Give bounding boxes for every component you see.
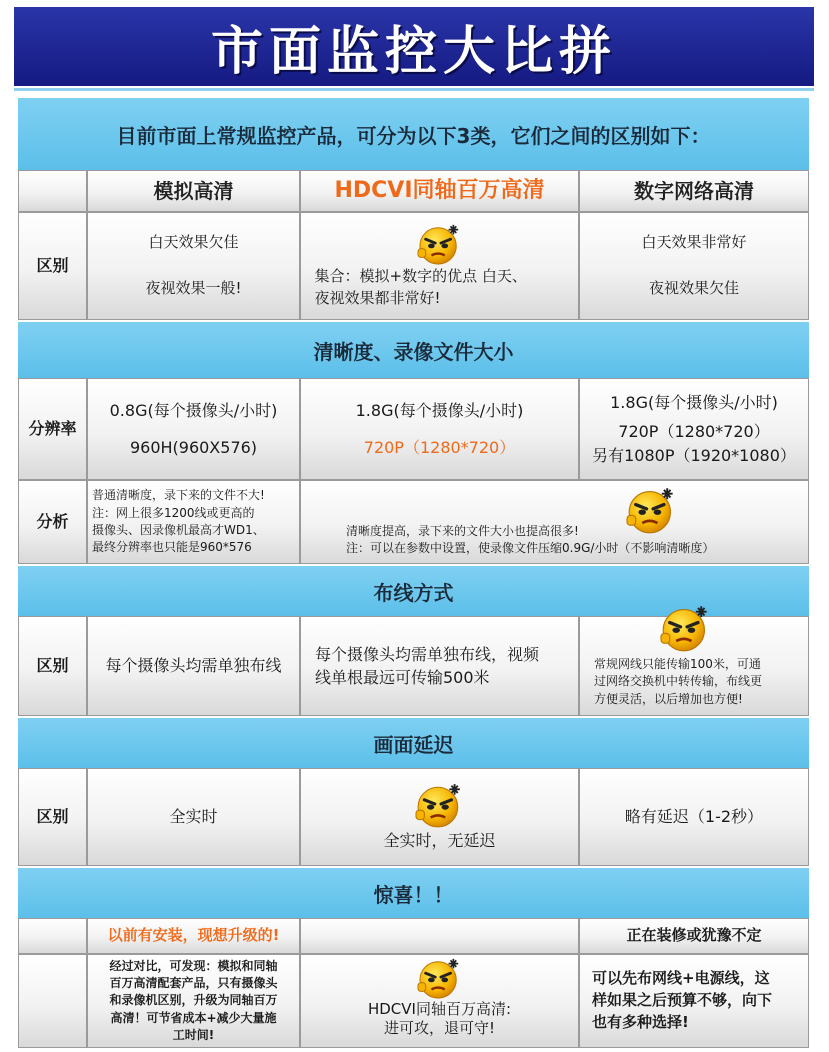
surprise-empty bbox=[18, 918, 87, 954]
banner-title: 市面监控大比拼 bbox=[14, 7, 814, 86]
delay-hdcvi-text: 全实时，无延迟 bbox=[383, 831, 496, 851]
wiring-hdcvi bbox=[300, 616, 579, 716]
surprise-undecided-text bbox=[579, 954, 809, 1048]
row-label-analysis: 分析 bbox=[18, 480, 87, 564]
surprise-installed-line3: 和录像机区别，升级为同轴百万 bbox=[109, 993, 278, 1008]
section-clarity: 清晰度、录像文件大小 bbox=[18, 322, 809, 378]
analysis-analog-line1: 普通清晰度，录下来的文件不大! bbox=[92, 488, 265, 503]
column-header-network: 数字网络高清 bbox=[579, 170, 809, 212]
wiring-hdcvi-line2: 线单根最远可传输500米 bbox=[315, 668, 490, 687]
diff-hdcvi-line2: 夜视效果都非常好! bbox=[314, 289, 441, 307]
resolution-network-size: 1.8G(每个摄像头/小时) bbox=[610, 393, 778, 413]
surprise-undecided-label: 正在装修或犹豫不定 bbox=[579, 918, 809, 954]
delay-hdcvi bbox=[300, 768, 579, 866]
surprise-undecided-line3: 也有多种选择! bbox=[592, 1012, 689, 1031]
diff-network-day: 白天效果非常好 bbox=[641, 233, 747, 252]
header-empty bbox=[18, 170, 87, 212]
wiring-network-line3: 方便灵活，以后增加也方便! bbox=[594, 691, 743, 706]
delay-network: 略有延迟（1-2秒） bbox=[579, 768, 809, 866]
surprise-empty-2 bbox=[18, 954, 87, 1048]
diff-hdcvi bbox=[300, 212, 579, 320]
row-label-diff: 区别 bbox=[18, 212, 87, 320]
angry-face-icon bbox=[413, 781, 467, 829]
row-label-resolution: 分辨率 bbox=[18, 378, 87, 480]
surprise-installed-line1: 经过对比，可发现：模拟和同轴 bbox=[109, 958, 278, 973]
analysis-hdcvi-network bbox=[300, 480, 809, 564]
resolution-hdcvi-size: 1.8G(每个摄像头/小时) bbox=[355, 400, 524, 420]
angry-face-icon bbox=[414, 956, 466, 1000]
angry-face-icon bbox=[658, 603, 714, 653]
analysis-analog-line4: 最终分辨率也只能是960*576 bbox=[92, 540, 252, 555]
surprise-hdcvi-text bbox=[300, 954, 579, 1048]
angry-face-icon bbox=[624, 485, 680, 535]
wiring-hdcvi-line1: 每个摄像头均需单独布线，视频 bbox=[315, 644, 540, 664]
resolution-analog bbox=[87, 378, 300, 480]
resolution-analog-res: 960H(960X576) bbox=[129, 438, 258, 457]
resolution-hdcvi-res: 720P（1280*720） bbox=[363, 438, 516, 457]
surprise-installed-line2: 百万高清配套产品，只有摄像头 bbox=[109, 975, 278, 990]
surprise-undecided-line1: 可以先布网线+电源线，这 bbox=[592, 969, 770, 988]
analysis-analog-line3: 摄像头、因录像机最高才WD1、 bbox=[92, 523, 265, 537]
diff-analog-day: 白天效果欠佳 bbox=[148, 233, 239, 252]
diff-analog bbox=[87, 212, 300, 320]
column-header-hdcvi: HDCVI同轴百万高清 bbox=[300, 170, 579, 212]
resolution-analog-size: 0.8G(每个摄像头/小时) bbox=[109, 400, 278, 420]
intro-text: 目前市面上常规监控产品，可分为以下3类，它们之间的区别如下： bbox=[18, 98, 809, 170]
resolution-network-720: 720P（1280*720） bbox=[618, 422, 770, 442]
surprise-installed-label: 以前有安装，现想升级的! bbox=[87, 918, 300, 954]
surprise-hdcvi-header bbox=[300, 918, 579, 954]
diff-network-night: 夜视效果欠佳 bbox=[648, 279, 739, 297]
delay-analog: 全实时 bbox=[87, 768, 300, 866]
surprise-installed-text bbox=[87, 954, 300, 1048]
analysis-analog bbox=[87, 480, 300, 564]
column-header-analog: 模拟高清 bbox=[87, 170, 300, 212]
diff-network bbox=[579, 212, 809, 320]
diff-analog-night: 夜视效果一般! bbox=[145, 279, 242, 297]
analysis-hdcvi-line2: 注：可以在参数中设置，使录像文件压缩0.9G/小时（不影响清晰度） bbox=[346, 541, 715, 555]
row-label-wiring: 区别 bbox=[18, 616, 87, 716]
resolution-network bbox=[579, 378, 809, 480]
section-wiring: 布线方式 bbox=[18, 566, 809, 616]
surprise-hdcvi-line2: 进可攻，退可守! bbox=[383, 1019, 495, 1037]
angry-face-icon bbox=[414, 222, 466, 266]
row-label-delay: 区别 bbox=[18, 768, 87, 866]
section-surprise: 惊喜！！ bbox=[18, 868, 809, 918]
divider bbox=[14, 88, 814, 91]
analysis-hdcvi-line1: 清晰度提高，录下来的文件大小也提高很多! bbox=[346, 523, 579, 538]
surprise-undecided-line2: 样如果之后预算不够，向下 bbox=[592, 991, 773, 1010]
section-delay: 画面延迟 bbox=[18, 718, 809, 768]
wiring-network-line2: 过网络交换机中转传输，布线更 bbox=[594, 674, 763, 689]
surprise-installed-line4: 高清！可节省成本+减少大量施 bbox=[110, 1010, 277, 1025]
analysis-analog-line2: 注：网上很多1200线或更高的 bbox=[92, 505, 255, 520]
wiring-network bbox=[579, 616, 809, 716]
resolution-hdcvi bbox=[300, 378, 579, 480]
resolution-network-1080: 另有1080P（1920*1080） bbox=[592, 445, 796, 465]
wiring-network-line1: 常规网线只能传输100米，可通 bbox=[594, 656, 761, 671]
surprise-hdcvi-line1: HDCVI同轴百万高清: bbox=[367, 999, 512, 1018]
diff-hdcvi-line1: 集合：模拟+数字的优点 白天、 bbox=[314, 267, 527, 286]
wiring-analog: 每个摄像头均需单独布线 bbox=[87, 616, 300, 716]
surprise-installed-line5: 工时间! bbox=[172, 1028, 215, 1043]
